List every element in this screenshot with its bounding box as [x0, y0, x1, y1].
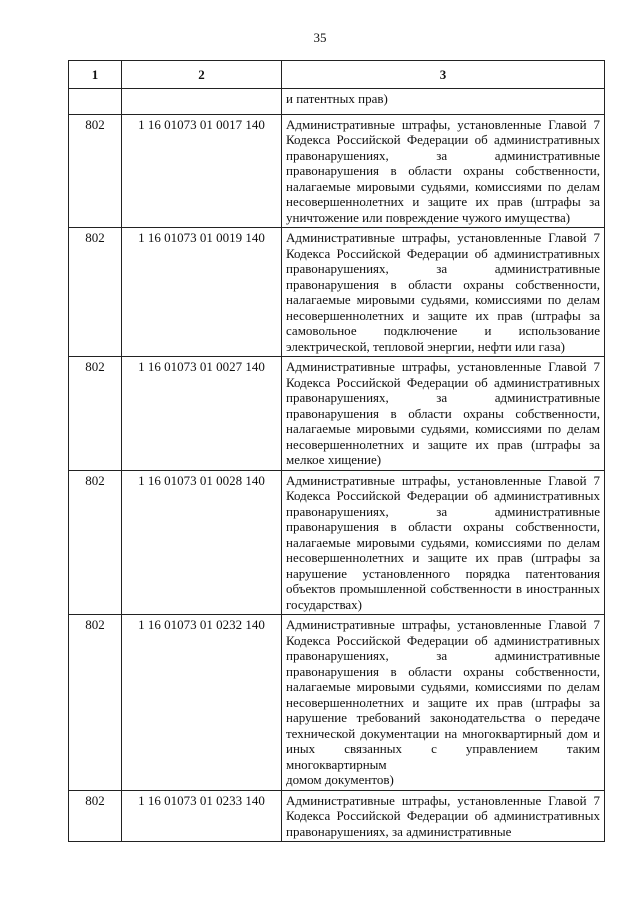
- description-line: Кодекса Российской Федерации об административных: [286, 808, 600, 823]
- description-line: правонарушениях, за административные: [286, 261, 600, 276]
- description-line: налагаемые мировыми судьями, комиссиями по делам: [286, 178, 600, 194]
- admin-code-cell: 802: [69, 228, 122, 357]
- description-line: несовершеннолетних и защите их прав (штрафы за: [286, 307, 600, 323]
- kbk-code-cell: 1 16 01073 01 0028 140: [122, 470, 282, 615]
- table-body: [69, 88, 605, 842]
- table-row: [69, 615, 605, 791]
- description-line: правонарушениях, за административные: [286, 147, 600, 163]
- table-row: [69, 114, 605, 228]
- description-line: иных связанных с управлением таким многоквартирным: [286, 741, 600, 772]
- admin-code-cell: 802: [69, 114, 122, 228]
- description-line: объектов промышленной собственности в иностранных: [286, 581, 600, 596]
- description-line: налагаемые мировыми судьями, комиссиями по делам: [286, 292, 600, 307]
- admin-code-cell: 802: [69, 790, 122, 842]
- description-line: нарушение установленного порядка патентования: [286, 565, 600, 581]
- description-line: Административные штрафы, установленные Главой 7: [286, 230, 600, 245]
- column-header-1: 1: [69, 61, 122, 89]
- column-header-2: 2: [122, 61, 282, 89]
- admin-code-cell: 802: [69, 357, 122, 471]
- description-line: Кодекса Российской Федерации об административных: [286, 488, 600, 503]
- table-row: [69, 228, 605, 357]
- description-line: правонарушения в области охраны собственности,: [286, 405, 600, 421]
- description-line: технической документации на многоквартирный дом и: [286, 725, 600, 741]
- description-line: уничтожение или повреждение чужого имущества): [286, 209, 571, 225]
- description-line: электрической, тепловой энергии, нефти или газа): [286, 338, 565, 354]
- table-row: [69, 470, 605, 615]
- page-number: 35: [313, 30, 327, 45]
- description-line: Административные штрафы, установленные Главой 7: [286, 116, 600, 132]
- description-cell: [282, 615, 605, 791]
- description-line: несовершеннолетних и защите их прав (штрафы за: [286, 194, 600, 209]
- continuation-text: и патентных прав): [282, 88, 605, 114]
- kbk-code-cell: 1 16 01073 01 0027 140: [122, 357, 282, 471]
- description-line: правонарушения в области охраны собственности,: [286, 519, 600, 534]
- description-line: Административные штрафы, установленные Главой 7: [286, 359, 600, 374]
- kbk-code-cell: 1 16 01073 01 0017 140: [122, 114, 282, 228]
- table-header-row: [69, 61, 605, 89]
- description-line: Административные штрафы, установленные Главой 7: [286, 617, 600, 632]
- description-line: нарушение требований законодательства о передаче: [286, 710, 600, 725]
- description-line: домом документов): [286, 772, 394, 787]
- description-line: налагаемые мировыми судьями, комиссиями по делам: [286, 679, 600, 694]
- description-cell: [282, 470, 605, 615]
- description-line: несовершеннолетних и защите их прав (штрафы за: [286, 694, 600, 710]
- description-line: несовершеннолетних и защите их прав (штрафы за: [286, 436, 600, 452]
- description-cell: [282, 357, 605, 471]
- description-line: налагаемые мировыми судьями, комиссиями по делам: [286, 421, 600, 436]
- description-line: правонарушениях, за административные: [286, 503, 600, 519]
- description-line: правонарушениях, за административные: [286, 648, 600, 663]
- description-line: Административные штрафы, установленные Главой 7: [286, 472, 600, 488]
- description-line: правонарушениях, за административные: [286, 823, 512, 839]
- continuation-row: [69, 88, 605, 114]
- description-line: самовольное подключение и использование: [286, 323, 600, 338]
- description-line: Кодекса Российской Федерации об административных: [286, 374, 600, 390]
- kbk-code-cell: [122, 88, 282, 114]
- description-line: несовершеннолетних и защите их прав (штрафы за: [286, 550, 600, 565]
- description-line: налагаемые мировыми судьями, комиссиями по делам: [286, 534, 600, 550]
- description-cell: [282, 114, 605, 228]
- kbk-code-cell: 1 16 01073 01 0019 140: [122, 228, 282, 357]
- description-line: государствах): [286, 596, 363, 612]
- description-line: Кодекса Российской Федерации об административных: [286, 245, 600, 261]
- admin-code-cell: 802: [69, 470, 122, 615]
- kbk-code-cell: 1 16 01073 01 0232 140: [122, 615, 282, 791]
- table-row: [69, 790, 605, 842]
- description-line: Кодекса Российской Федерации об административных: [286, 132, 600, 147]
- description-line: правонарушения в области охраны собственности,: [286, 276, 600, 292]
- admin-code-cell: 802: [69, 615, 122, 791]
- description-line: правонарушения в области охраны собственности,: [286, 163, 600, 178]
- description-cell: [282, 790, 605, 842]
- description-line: Административные штрафы, установленные Главой 7: [286, 792, 600, 808]
- description-line: мелкое хищение): [286, 452, 382, 467]
- description-line: Кодекса Российской Федерации об административных: [286, 632, 600, 648]
- kbk-code-cell: 1 16 01073 01 0233 140: [122, 790, 282, 842]
- description-cell: [282, 228, 605, 357]
- table-row: [69, 357, 605, 471]
- description-line: правонарушениях, за административные: [286, 390, 600, 405]
- admin-code-cell: [69, 88, 122, 114]
- column-header-3: 3: [282, 61, 605, 89]
- description-line: правонарушения в области охраны собственности,: [286, 663, 600, 679]
- budget-classification-table: [68, 60, 605, 842]
